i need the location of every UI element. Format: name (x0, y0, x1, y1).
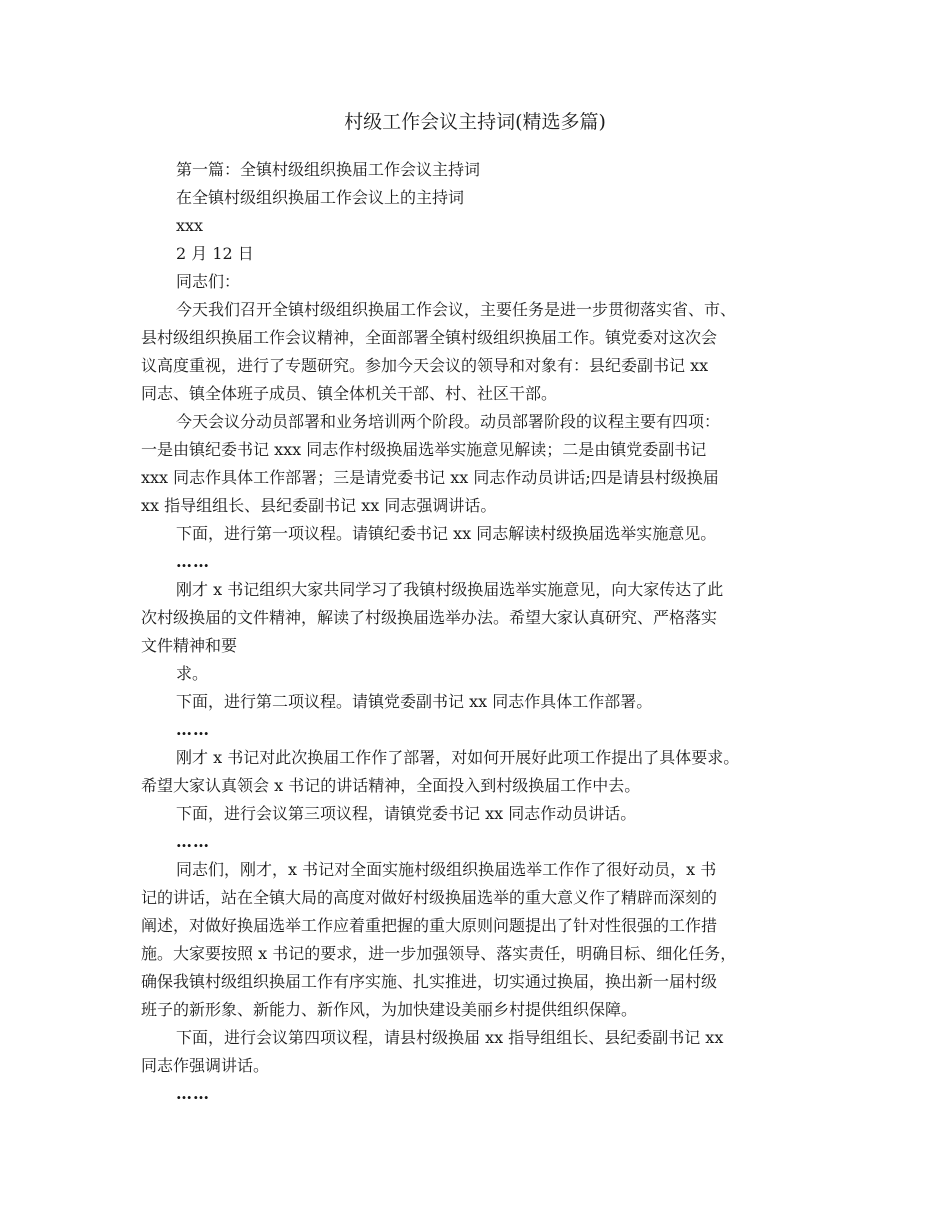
paragraph-line: 同志、镇全体班子成员、镇全体机关干部、村、社区干部。 (141, 384, 558, 403)
paragraph-line: 文件精神和要 (141, 636, 238, 655)
speech-heading: 在全镇村级组织换届工作会议上的主持词 (176, 188, 465, 207)
paragraph-line: 下面，进行会议第三项议程，请镇党委书记 xx 同志作动员讲话。 (176, 804, 637, 823)
paragraph-line: 次村级换届的文件精神，解读了村级换届选举办法。希望大家认真研究、严格落实 (141, 608, 718, 627)
ellipsis: …… (176, 552, 210, 571)
paragraph-line: 施。大家要按照 x 书记的要求，进一步加强领导、落实责任，明确目标、细化任务， (141, 944, 737, 963)
paragraph-line: 下面，进行会议第四项议程，请县村级换届 xx 指导组组长、县纪委副书记 xx (176, 1028, 724, 1047)
chapter-heading: 第一篇：全镇村级组织换届工作会议主持词 (176, 160, 481, 179)
paragraph-line: 求。 (176, 664, 209, 683)
ellipsis: …… (176, 1084, 210, 1103)
speech-date: 2 月 12 日 (176, 244, 254, 263)
paragraph-line: 班子的新形象、新能力、新作风，为加快建设美丽乡村提供组织保障。 (141, 1000, 638, 1019)
paragraph-line: 议高度重视，进行了专题研究。参加今天会议的领导和对象有：县纪委副书记 xx (141, 356, 709, 375)
paragraph-line: 下面，进行第一项议程。请镇纪委书记 xx 同志解读村级换届选举实施意见。 (176, 524, 717, 543)
paragraph-line: 刚才 x 书记对此次换届工作作了部署，对如何开展好此项工作提出了具体要求。 (176, 748, 740, 767)
paragraph-line: 刚才 x 书记组织大家共同学习了我镇村级换届选举实施意见，向大家传达了此 (176, 580, 724, 599)
paragraph-line: 县村级组织换届工作会议精神，全面部署全镇村级组织换届工作。镇党委对这次会 (141, 328, 718, 347)
ellipsis: …… (176, 832, 210, 851)
paragraph-line: 记的讲话，站在全镇大局的高度对做好村级换届选举的重大意义作了精辟而深刻的 (141, 888, 718, 907)
paragraph-line: 今天会议分动员部署和业务培训两个阶段。动员部署阶段的议程主要有四项： (176, 412, 721, 431)
paragraph-line: 一是由镇纪委书记 xxx 同志作村级换届选举实施意见解读；二是由镇党委副书记 (141, 440, 707, 459)
paragraph-line: 下面，进行第二项议程。请镇党委副书记 xx 同志作具体工作部署。 (176, 692, 653, 711)
paragraph-line: 今天我们召开全镇村级组织换届工作会议，主要任务是进一步贯彻落实省、市、 (176, 300, 737, 319)
paragraph-line: 同志们，刚才，x 书记对全面实施村级组织换届选举工作作了很好动员，x 书 (176, 860, 717, 879)
speaker-name: xxx (176, 216, 204, 235)
paragraph-line: 阐述，对做好换届选举工作应着重把握的重大原则问题提出了针对性很强的工作措 (141, 916, 718, 935)
ellipsis: …… (176, 720, 210, 739)
document-title: 村级工作会议主持词(精选多篇) (344, 111, 606, 133)
paragraph-line: 希望大家认真领会 x 书记的讲话精神，全面投入到村级换届工作中去。 (141, 776, 641, 795)
paragraph-line: 确保我镇村级组织换届工作有序实施、扎实推进，切实通过换届，换出新一届村级 (141, 972, 718, 991)
paragraph-line: xx 指导组组长、县纪委副书记 xx 同志强调讲话。 (141, 496, 497, 515)
paragraph-line: xxx 同志作具体工作部署；三是请党委书记 xx 同志作动员讲话;四是请县村级换届 (141, 468, 719, 487)
salutation: 同志们： (176, 272, 241, 291)
paragraph-line: 同志作强调讲话。 (141, 1056, 270, 1075)
